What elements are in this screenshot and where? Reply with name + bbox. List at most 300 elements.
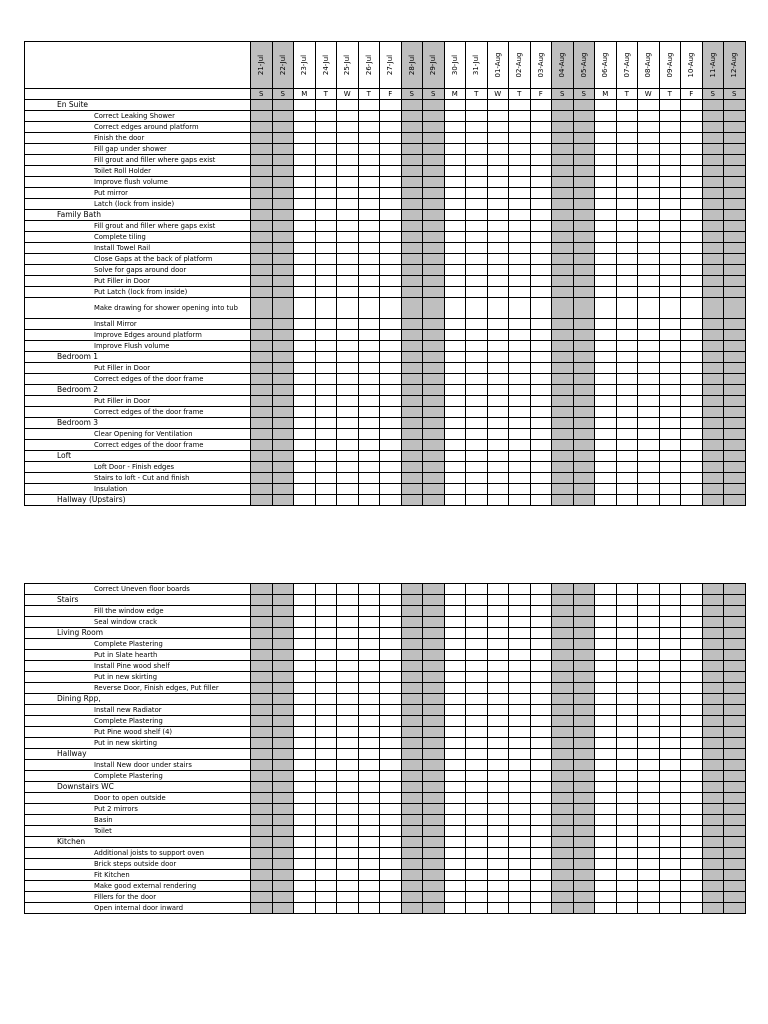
day-cell[interactable] xyxy=(272,111,294,122)
day-cell[interactable] xyxy=(272,363,294,374)
day-cell[interactable] xyxy=(530,826,552,837)
day-cell[interactable] xyxy=(251,848,273,859)
day-cell[interactable] xyxy=(530,881,552,892)
day-cell[interactable] xyxy=(595,650,617,661)
day-cell[interactable] xyxy=(724,705,746,716)
day-cell[interactable] xyxy=(466,892,488,903)
day-cell[interactable] xyxy=(702,859,724,870)
day-cell[interactable] xyxy=(552,584,574,595)
day-cell[interactable] xyxy=(724,683,746,694)
day-cell[interactable] xyxy=(702,694,724,705)
day-cell[interactable] xyxy=(702,429,724,440)
day-cell[interactable] xyxy=(616,210,638,221)
day-cell[interactable] xyxy=(337,133,359,144)
day-cell[interactable] xyxy=(423,694,445,705)
day-cell[interactable] xyxy=(466,177,488,188)
day-cell[interactable] xyxy=(595,495,617,506)
day-cell[interactable] xyxy=(724,462,746,473)
day-cell[interactable] xyxy=(573,276,595,287)
day-cell[interactable] xyxy=(616,749,638,760)
day-cell[interactable] xyxy=(530,584,552,595)
day-cell[interactable] xyxy=(702,903,724,914)
day-cell[interactable] xyxy=(552,782,574,793)
day-cell[interactable] xyxy=(251,495,273,506)
day-cell[interactable] xyxy=(530,683,552,694)
day-cell[interactable] xyxy=(444,683,466,694)
day-cell[interactable] xyxy=(380,298,402,319)
day-cell[interactable] xyxy=(638,870,660,881)
day-cell[interactable] xyxy=(616,155,638,166)
day-cell[interactable] xyxy=(530,738,552,749)
day-cell[interactable] xyxy=(294,650,316,661)
day-cell[interactable] xyxy=(595,243,617,254)
day-cell[interactable] xyxy=(444,892,466,903)
day-cell[interactable] xyxy=(337,243,359,254)
day-cell[interactable] xyxy=(272,881,294,892)
day-cell[interactable] xyxy=(616,330,638,341)
day-cell[interactable] xyxy=(401,771,423,782)
day-cell[interactable] xyxy=(315,451,337,462)
day-cell[interactable] xyxy=(337,760,359,771)
day-cell[interactable] xyxy=(681,177,703,188)
day-cell[interactable] xyxy=(659,727,681,738)
day-cell[interactable] xyxy=(681,881,703,892)
day-cell[interactable] xyxy=(401,848,423,859)
day-cell[interactable] xyxy=(315,749,337,760)
day-cell[interactable] xyxy=(315,319,337,330)
day-cell[interactable] xyxy=(380,363,402,374)
day-cell[interactable] xyxy=(272,429,294,440)
day-cell[interactable] xyxy=(638,584,660,595)
day-cell[interactable] xyxy=(552,287,574,298)
day-cell[interactable] xyxy=(573,407,595,418)
day-cell[interactable] xyxy=(444,661,466,672)
day-cell[interactable] xyxy=(272,705,294,716)
day-cell[interactable] xyxy=(466,385,488,396)
day-cell[interactable] xyxy=(702,276,724,287)
day-cell[interactable] xyxy=(659,210,681,221)
day-cell[interactable] xyxy=(423,859,445,870)
day-cell[interactable] xyxy=(251,617,273,628)
day-cell[interactable] xyxy=(251,363,273,374)
day-cell[interactable] xyxy=(272,330,294,341)
day-cell[interactable] xyxy=(380,771,402,782)
day-cell[interactable] xyxy=(444,166,466,177)
day-cell[interactable] xyxy=(659,363,681,374)
day-cell[interactable] xyxy=(530,782,552,793)
day-cell[interactable] xyxy=(530,243,552,254)
day-cell[interactable] xyxy=(466,903,488,914)
day-cell[interactable] xyxy=(487,155,509,166)
day-cell[interactable] xyxy=(659,254,681,265)
day-cell[interactable] xyxy=(401,330,423,341)
day-cell[interactable] xyxy=(659,407,681,418)
day-cell[interactable] xyxy=(358,155,380,166)
day-cell[interactable] xyxy=(358,330,380,341)
day-cell[interactable] xyxy=(423,584,445,595)
day-cell[interactable] xyxy=(466,837,488,848)
day-cell[interactable] xyxy=(509,804,531,815)
day-cell[interactable] xyxy=(702,243,724,254)
day-cell[interactable] xyxy=(423,440,445,451)
day-cell[interactable] xyxy=(487,298,509,319)
day-cell[interactable] xyxy=(659,385,681,396)
day-cell[interactable] xyxy=(659,661,681,672)
day-cell[interactable] xyxy=(272,804,294,815)
day-cell[interactable] xyxy=(724,661,746,672)
day-cell[interactable] xyxy=(509,661,531,672)
day-cell[interactable] xyxy=(724,760,746,771)
day-cell[interactable] xyxy=(315,672,337,683)
day-cell[interactable] xyxy=(681,584,703,595)
day-cell[interactable] xyxy=(702,341,724,352)
day-cell[interactable] xyxy=(251,265,273,276)
day-cell[interactable] xyxy=(380,341,402,352)
day-cell[interactable] xyxy=(638,451,660,462)
day-cell[interactable] xyxy=(444,265,466,276)
day-cell[interactable] xyxy=(616,352,638,363)
day-cell[interactable] xyxy=(681,892,703,903)
day-cell[interactable] xyxy=(552,826,574,837)
day-cell[interactable] xyxy=(315,221,337,232)
day-cell[interactable] xyxy=(294,848,316,859)
day-cell[interactable] xyxy=(616,407,638,418)
day-cell[interactable] xyxy=(509,639,531,650)
day-cell[interactable] xyxy=(509,177,531,188)
day-cell[interactable] xyxy=(251,694,273,705)
day-cell[interactable] xyxy=(487,199,509,210)
day-cell[interactable] xyxy=(294,265,316,276)
day-cell[interactable] xyxy=(401,133,423,144)
day-cell[interactable] xyxy=(358,738,380,749)
day-cell[interactable] xyxy=(423,232,445,243)
day-cell[interactable] xyxy=(337,705,359,716)
day-cell[interactable] xyxy=(315,111,337,122)
day-cell[interactable] xyxy=(552,738,574,749)
day-cell[interactable] xyxy=(315,716,337,727)
day-cell[interactable] xyxy=(380,705,402,716)
day-cell[interactable] xyxy=(552,716,574,727)
day-cell[interactable] xyxy=(573,793,595,804)
day-cell[interactable] xyxy=(337,892,359,903)
day-cell[interactable] xyxy=(530,705,552,716)
day-cell[interactable] xyxy=(423,429,445,440)
day-cell[interactable] xyxy=(616,298,638,319)
day-cell[interactable] xyxy=(638,705,660,716)
day-cell[interactable] xyxy=(573,749,595,760)
day-cell[interactable] xyxy=(251,771,273,782)
day-cell[interactable] xyxy=(724,254,746,265)
day-cell[interactable] xyxy=(616,254,638,265)
day-cell[interactable] xyxy=(509,837,531,848)
day-cell[interactable] xyxy=(294,672,316,683)
day-cell[interactable] xyxy=(401,418,423,429)
day-cell[interactable] xyxy=(251,133,273,144)
day-cell[interactable] xyxy=(487,451,509,462)
day-cell[interactable] xyxy=(530,330,552,341)
day-cell[interactable] xyxy=(681,683,703,694)
day-cell[interactable] xyxy=(401,782,423,793)
day-cell[interactable] xyxy=(380,848,402,859)
day-cell[interactable] xyxy=(638,881,660,892)
day-cell[interactable] xyxy=(724,650,746,661)
day-cell[interactable] xyxy=(380,595,402,606)
day-cell[interactable] xyxy=(595,341,617,352)
day-cell[interactable] xyxy=(358,815,380,826)
day-cell[interactable] xyxy=(573,639,595,650)
day-cell[interactable] xyxy=(466,374,488,385)
day-cell[interactable] xyxy=(595,584,617,595)
day-cell[interactable] xyxy=(702,144,724,155)
day-cell[interactable] xyxy=(616,903,638,914)
day-cell[interactable] xyxy=(251,793,273,804)
day-cell[interactable] xyxy=(315,826,337,837)
day-cell[interactable] xyxy=(573,319,595,330)
day-cell[interactable] xyxy=(315,738,337,749)
day-cell[interactable] xyxy=(444,122,466,133)
day-cell[interactable] xyxy=(681,287,703,298)
day-cell[interactable] xyxy=(638,738,660,749)
day-cell[interactable] xyxy=(702,166,724,177)
day-cell[interactable] xyxy=(444,396,466,407)
day-cell[interactable] xyxy=(423,243,445,254)
day-cell[interactable] xyxy=(251,484,273,495)
day-cell[interactable] xyxy=(337,870,359,881)
day-cell[interactable] xyxy=(380,473,402,484)
day-cell[interactable] xyxy=(401,495,423,506)
day-cell[interactable] xyxy=(573,440,595,451)
day-cell[interactable] xyxy=(423,265,445,276)
day-cell[interactable] xyxy=(444,330,466,341)
day-cell[interactable] xyxy=(595,232,617,243)
day-cell[interactable] xyxy=(423,385,445,396)
day-cell[interactable] xyxy=(530,727,552,738)
day-cell[interactable] xyxy=(294,617,316,628)
day-cell[interactable] xyxy=(272,815,294,826)
day-cell[interactable] xyxy=(616,727,638,738)
day-cell[interactable] xyxy=(251,738,273,749)
day-cell[interactable] xyxy=(530,221,552,232)
day-cell[interactable] xyxy=(724,473,746,484)
day-cell[interactable] xyxy=(530,374,552,385)
day-cell[interactable] xyxy=(702,595,724,606)
day-cell[interactable] xyxy=(294,683,316,694)
day-cell[interactable] xyxy=(681,188,703,199)
day-cell[interactable] xyxy=(358,683,380,694)
day-cell[interactable] xyxy=(380,683,402,694)
day-cell[interactable] xyxy=(595,727,617,738)
day-cell[interactable] xyxy=(702,330,724,341)
day-cell[interactable] xyxy=(552,793,574,804)
day-cell[interactable] xyxy=(573,221,595,232)
day-cell[interactable] xyxy=(466,826,488,837)
day-cell[interactable] xyxy=(444,407,466,418)
day-cell[interactable] xyxy=(595,628,617,639)
day-cell[interactable] xyxy=(509,374,531,385)
day-cell[interactable] xyxy=(487,683,509,694)
day-cell[interactable] xyxy=(272,298,294,319)
day-cell[interactable] xyxy=(380,870,402,881)
day-cell[interactable] xyxy=(251,672,273,683)
day-cell[interactable] xyxy=(487,462,509,473)
day-cell[interactable] xyxy=(337,617,359,628)
day-cell[interactable] xyxy=(444,617,466,628)
day-cell[interactable] xyxy=(358,199,380,210)
day-cell[interactable] xyxy=(272,155,294,166)
day-cell[interactable] xyxy=(552,100,574,111)
day-cell[interactable] xyxy=(616,199,638,210)
day-cell[interactable] xyxy=(466,705,488,716)
day-cell[interactable] xyxy=(487,760,509,771)
day-cell[interactable] xyxy=(724,672,746,683)
day-cell[interactable] xyxy=(509,254,531,265)
day-cell[interactable] xyxy=(401,341,423,352)
day-cell[interactable] xyxy=(337,606,359,617)
day-cell[interactable] xyxy=(294,221,316,232)
day-cell[interactable] xyxy=(487,628,509,639)
day-cell[interactable] xyxy=(272,683,294,694)
day-cell[interactable] xyxy=(530,133,552,144)
day-cell[interactable] xyxy=(444,639,466,650)
day-cell[interactable] xyxy=(638,265,660,276)
day-cell[interactable] xyxy=(509,760,531,771)
day-cell[interactable] xyxy=(616,451,638,462)
day-cell[interactable] xyxy=(573,650,595,661)
day-cell[interactable] xyxy=(423,892,445,903)
day-cell[interactable] xyxy=(401,155,423,166)
day-cell[interactable] xyxy=(466,727,488,738)
day-cell[interactable] xyxy=(337,221,359,232)
day-cell[interactable] xyxy=(444,418,466,429)
day-cell[interactable] xyxy=(616,122,638,133)
day-cell[interactable] xyxy=(487,727,509,738)
day-cell[interactable] xyxy=(487,265,509,276)
day-cell[interactable] xyxy=(294,639,316,650)
day-cell[interactable] xyxy=(251,683,273,694)
day-cell[interactable] xyxy=(401,793,423,804)
day-cell[interactable] xyxy=(337,144,359,155)
day-cell[interactable] xyxy=(423,210,445,221)
day-cell[interactable] xyxy=(423,683,445,694)
day-cell[interactable] xyxy=(337,848,359,859)
day-cell[interactable] xyxy=(423,122,445,133)
day-cell[interactable] xyxy=(380,584,402,595)
day-cell[interactable] xyxy=(294,418,316,429)
day-cell[interactable] xyxy=(251,451,273,462)
day-cell[interactable] xyxy=(444,177,466,188)
day-cell[interactable] xyxy=(401,385,423,396)
day-cell[interactable] xyxy=(251,892,273,903)
day-cell[interactable] xyxy=(487,749,509,760)
day-cell[interactable] xyxy=(638,628,660,639)
day-cell[interactable] xyxy=(638,254,660,265)
day-cell[interactable] xyxy=(724,243,746,254)
day-cell[interactable] xyxy=(552,188,574,199)
day-cell[interactable] xyxy=(616,440,638,451)
day-cell[interactable] xyxy=(702,584,724,595)
day-cell[interactable] xyxy=(423,374,445,385)
day-cell[interactable] xyxy=(552,166,574,177)
day-cell[interactable] xyxy=(251,870,273,881)
day-cell[interactable] xyxy=(487,210,509,221)
day-cell[interactable] xyxy=(294,782,316,793)
day-cell[interactable] xyxy=(487,859,509,870)
day-cell[interactable] xyxy=(294,661,316,672)
day-cell[interactable] xyxy=(315,144,337,155)
day-cell[interactable] xyxy=(573,881,595,892)
day-cell[interactable] xyxy=(315,440,337,451)
day-cell[interactable] xyxy=(294,760,316,771)
day-cell[interactable] xyxy=(530,363,552,374)
day-cell[interactable] xyxy=(530,232,552,243)
day-cell[interactable] xyxy=(616,716,638,727)
day-cell[interactable] xyxy=(702,881,724,892)
day-cell[interactable] xyxy=(702,716,724,727)
day-cell[interactable] xyxy=(358,716,380,727)
day-cell[interactable] xyxy=(702,122,724,133)
day-cell[interactable] xyxy=(380,694,402,705)
day-cell[interactable] xyxy=(444,188,466,199)
day-cell[interactable] xyxy=(573,859,595,870)
day-cell[interactable] xyxy=(294,440,316,451)
day-cell[interactable] xyxy=(681,672,703,683)
day-cell[interactable] xyxy=(337,265,359,276)
day-cell[interactable] xyxy=(595,407,617,418)
day-cell[interactable] xyxy=(272,661,294,672)
day-cell[interactable] xyxy=(487,243,509,254)
day-cell[interactable] xyxy=(294,628,316,639)
day-cell[interactable] xyxy=(573,462,595,473)
day-cell[interactable] xyxy=(509,298,531,319)
day-cell[interactable] xyxy=(315,661,337,672)
day-cell[interactable] xyxy=(401,694,423,705)
day-cell[interactable] xyxy=(573,451,595,462)
day-cell[interactable] xyxy=(251,396,273,407)
day-cell[interactable] xyxy=(444,705,466,716)
day-cell[interactable] xyxy=(380,122,402,133)
day-cell[interactable] xyxy=(573,374,595,385)
day-cell[interactable] xyxy=(659,199,681,210)
day-cell[interactable] xyxy=(487,221,509,232)
day-cell[interactable] xyxy=(358,694,380,705)
day-cell[interactable] xyxy=(315,705,337,716)
day-cell[interactable] xyxy=(315,265,337,276)
day-cell[interactable] xyxy=(681,319,703,330)
day-cell[interactable] xyxy=(638,155,660,166)
day-cell[interactable] xyxy=(358,606,380,617)
day-cell[interactable] xyxy=(466,451,488,462)
day-cell[interactable] xyxy=(272,870,294,881)
day-cell[interactable] xyxy=(573,815,595,826)
day-cell[interactable] xyxy=(466,396,488,407)
day-cell[interactable] xyxy=(616,462,638,473)
day-cell[interactable] xyxy=(444,199,466,210)
day-cell[interactable] xyxy=(487,892,509,903)
day-cell[interactable] xyxy=(423,298,445,319)
day-cell[interactable] xyxy=(444,694,466,705)
day-cell[interactable] xyxy=(423,661,445,672)
day-cell[interactable] xyxy=(573,672,595,683)
day-cell[interactable] xyxy=(358,287,380,298)
day-cell[interactable] xyxy=(509,826,531,837)
day-cell[interactable] xyxy=(337,232,359,243)
day-cell[interactable] xyxy=(251,418,273,429)
day-cell[interactable] xyxy=(638,440,660,451)
day-cell[interactable] xyxy=(573,177,595,188)
day-cell[interactable] xyxy=(358,495,380,506)
day-cell[interactable] xyxy=(294,155,316,166)
day-cell[interactable] xyxy=(315,771,337,782)
